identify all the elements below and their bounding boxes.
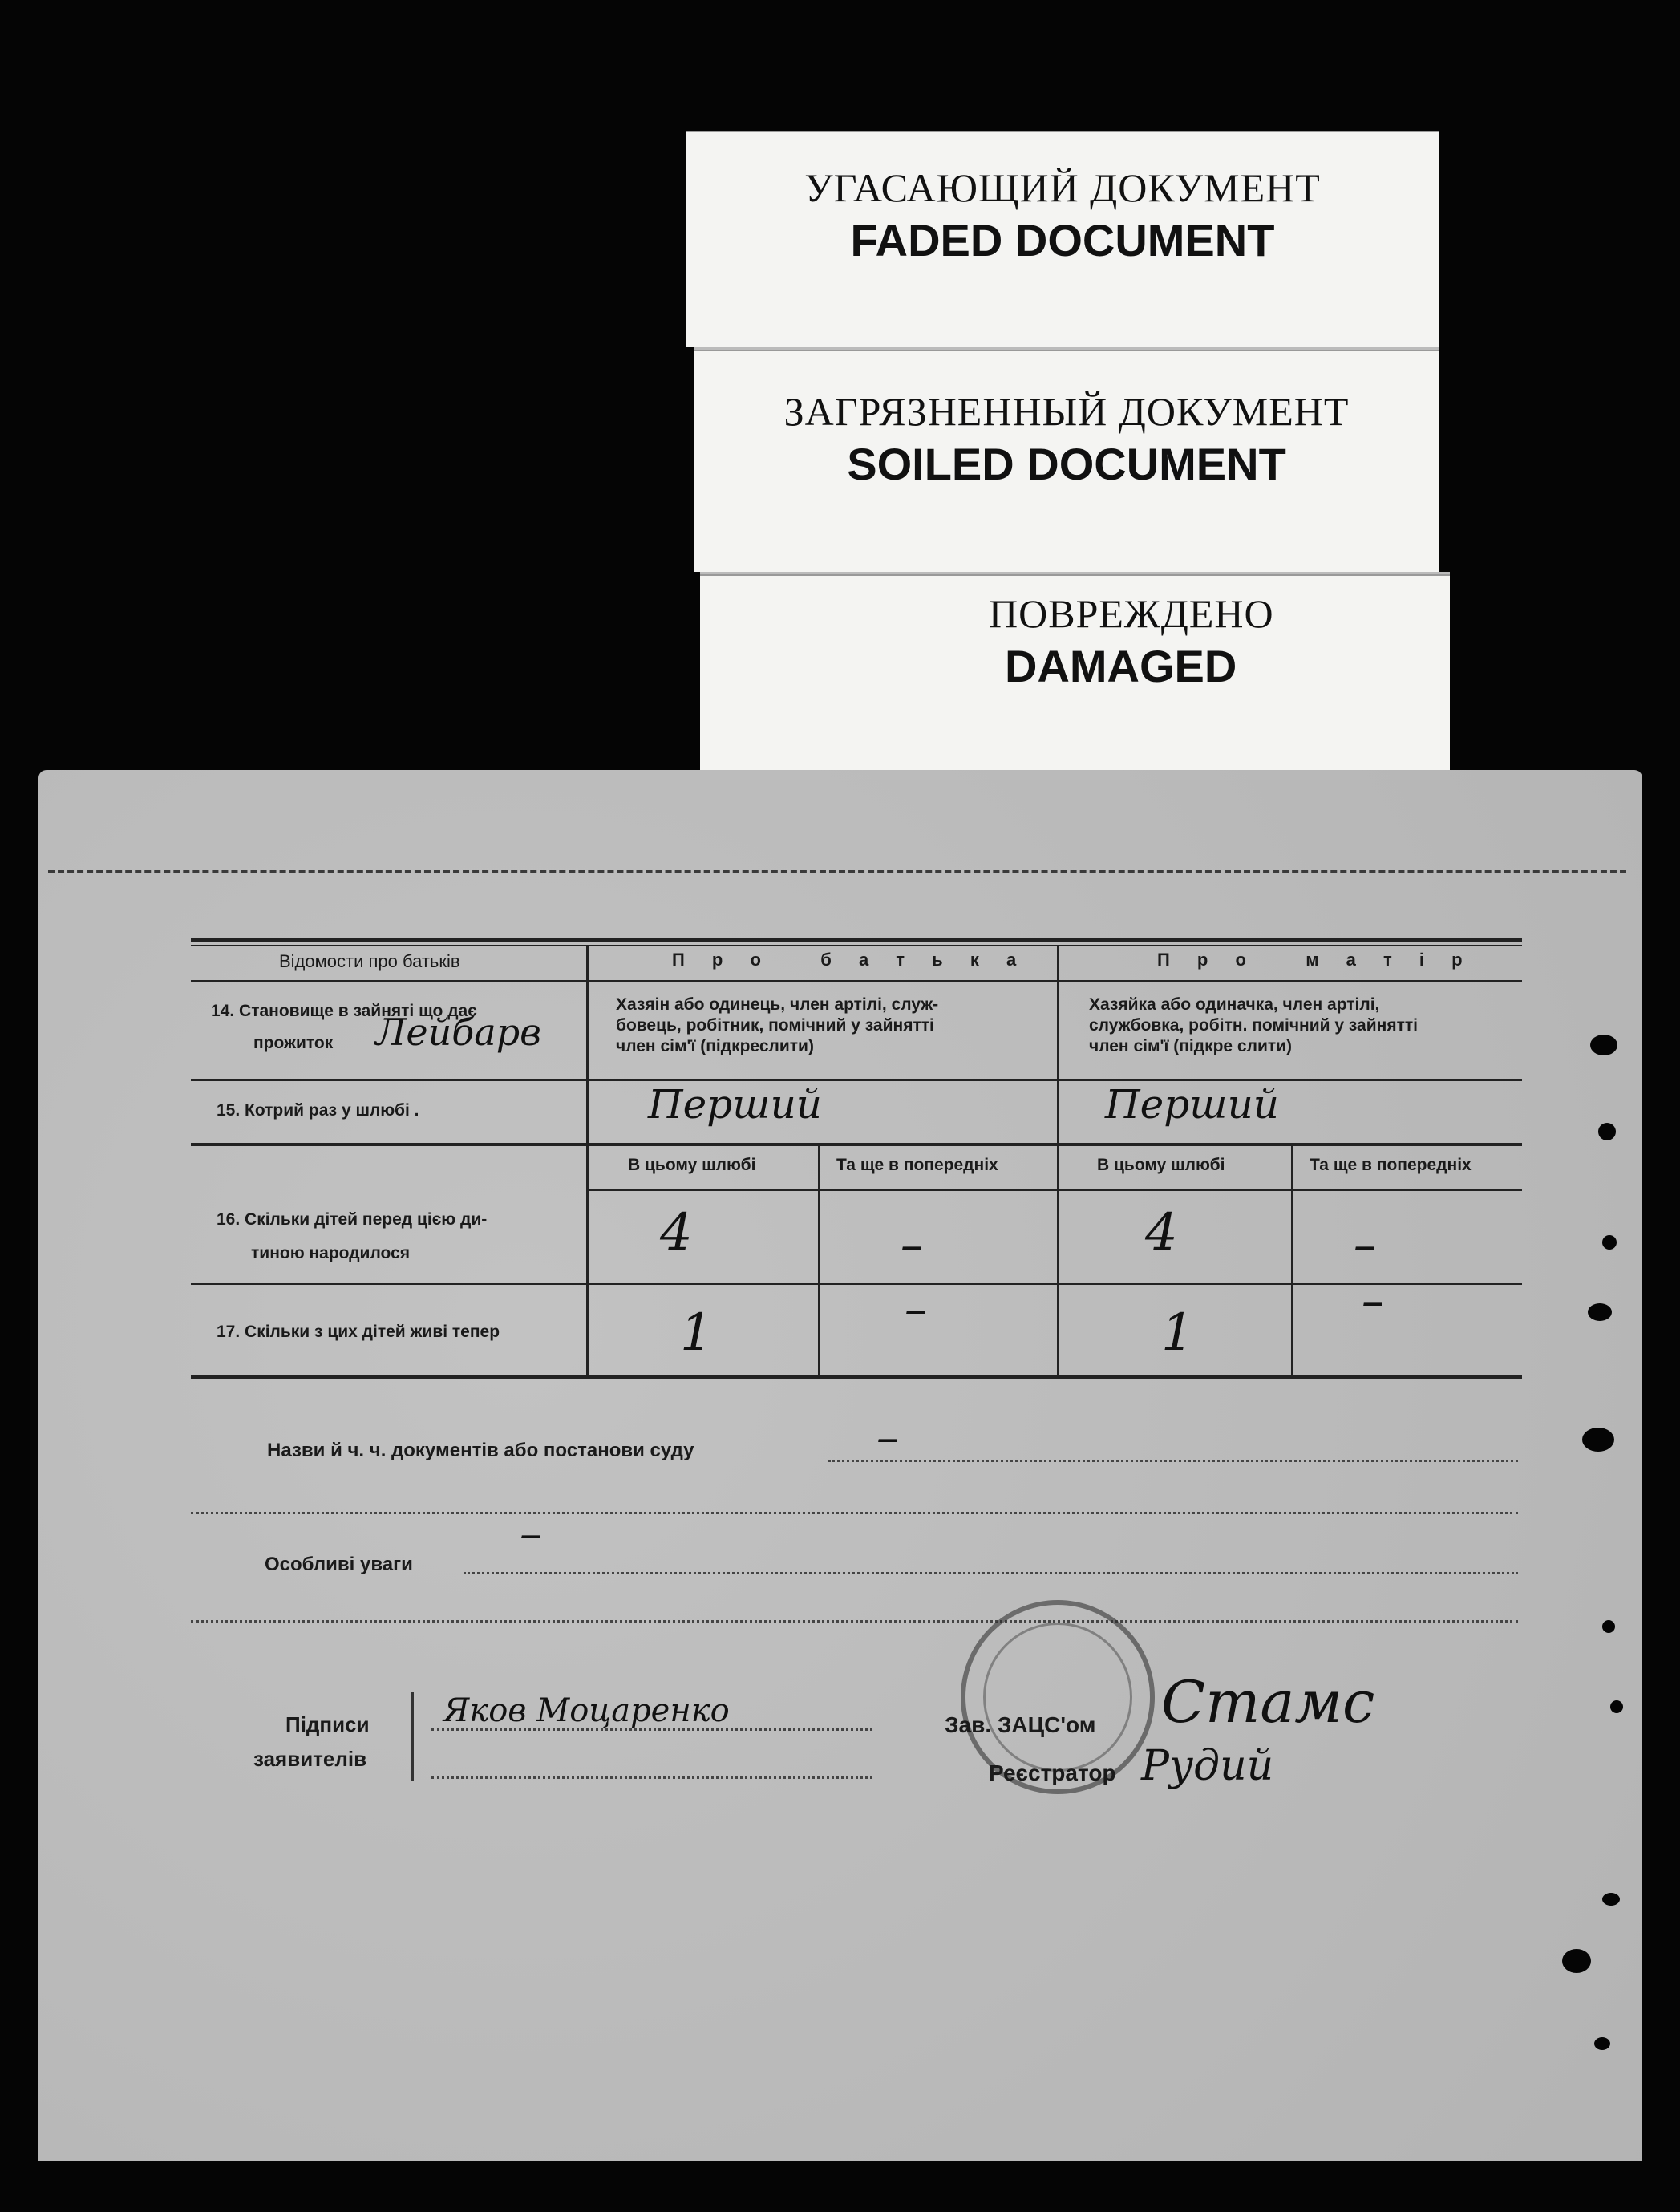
binding-hole — [1602, 1893, 1620, 1906]
documents-dotted-line-2 — [191, 1512, 1518, 1514]
binding-hole — [1590, 1035, 1617, 1055]
row15-rule — [191, 1143, 1522, 1146]
row14-mother-1: Хазяйка або одиначка, член артілі, — [1089, 995, 1380, 1014]
registrar-label: Реєстратор — [989, 1760, 1116, 1785]
sub-father-this: В цьому шлюбі — [628, 1156, 756, 1174]
sub-father-prev: Та ще в попередніх — [836, 1156, 998, 1174]
faded-document-label — [686, 131, 1439, 347]
row14-father-2: бовець, робітник, помічний у зайнятті — [616, 1016, 934, 1035]
row15-mother-hand: Перший — [1105, 1081, 1279, 1128]
applicant-dotted-line-2 — [431, 1776, 872, 1779]
notes-label: Особливі уваги — [265, 1554, 413, 1575]
notes-value: – — [520, 1508, 542, 1560]
row14-mother-3: член сім'ї (підкре слити) — [1089, 1037, 1293, 1055]
binding-hole — [1594, 2037, 1610, 2050]
sub-mother-this: В цьому шлюбі — [1097, 1156, 1225, 1174]
head-signature: Стамс — [1161, 1668, 1375, 1736]
binding-hole — [1562, 1949, 1591, 1973]
row17-label: 17. Скільки з цих дітей живі тепер — [217, 1323, 500, 1341]
binding-hole — [1602, 1235, 1617, 1250]
row14-label-1: 14. Становище в зайняті що дає — [211, 1002, 477, 1020]
row14-father-1: Хазяін або одинець, член артілі, служ- — [616, 995, 939, 1014]
row16-label-2: тиною народилося — [251, 1244, 411, 1262]
damaged-label-en: DAMAGED — [1005, 641, 1237, 691]
row16-father-prev: – — [901, 1219, 923, 1271]
header-mother: П р о м а т і р — [1157, 950, 1474, 970]
registrar-signature: Рудий — [1141, 1742, 1274, 1790]
applicant-signature: Яков Моцаренко — [443, 1692, 730, 1729]
damaged-document-label — [700, 572, 1450, 772]
row17-father-this: 1 — [680, 1303, 713, 1363]
col-divider-2 — [1057, 945, 1059, 1378]
tear-off-dashed-line — [48, 870, 1626, 873]
head-label: Зав. ЗАЦС'ом — [945, 1712, 1096, 1737]
notes-dotted-line-2 — [191, 1620, 1518, 1623]
binding-hole — [1582, 1428, 1614, 1452]
binding-hole — [1602, 1620, 1615, 1633]
signatures-label-2: заявителів — [253, 1747, 367, 1771]
row14-rule — [191, 1079, 1522, 1081]
notes-dotted-line — [464, 1572, 1518, 1574]
subheader-rule — [588, 1189, 1522, 1191]
row14-father-3: член сім'ї (підкреслити) — [616, 1037, 814, 1055]
binding-hole — [1588, 1303, 1612, 1321]
row15-label: 15. Котрий раз у шлюбі . — [217, 1101, 419, 1120]
faded-label-ru: УГАСАЮЩИЙ ДОКУМЕНТ — [804, 165, 1321, 210]
table-top-rule — [191, 938, 1522, 942]
signatures-brace — [411, 1692, 414, 1781]
row16-mother-prev: – — [1354, 1219, 1376, 1271]
row14-handwritten: Лейбарв — [375, 1011, 541, 1054]
sub-mother-prev: Та ще в попередніх — [1310, 1156, 1472, 1174]
row15-father-hand: Перший — [648, 1081, 822, 1128]
table-bottom-rule — [191, 1375, 1522, 1379]
row16-rule — [191, 1283, 1522, 1285]
soiled-label-en: SOILED DOCUMENT — [847, 439, 1286, 489]
table-top-rule-2 — [191, 945, 1522, 946]
row17-mother-prev: – — [1362, 1275, 1384, 1327]
row14-mother-2: службовка, робітн. помічний у зайнятті — [1089, 1016, 1418, 1035]
registration-form-sheet — [38, 770, 1642, 2161]
row14-label-2: прожиток — [253, 1034, 334, 1052]
col-divider-4 — [1291, 1143, 1293, 1378]
table-header-rule — [191, 980, 1522, 982]
binding-hole — [1598, 1123, 1616, 1140]
signatures-label-1: Підписи — [285, 1712, 370, 1736]
soiled-label-ru: ЗАГРЯЗНЕННЫЙ ДОКУМЕНТ — [783, 389, 1350, 434]
damaged-label-ru: ПОВРЕЖДЕНО — [989, 591, 1274, 636]
col-divider-3 — [818, 1143, 820, 1378]
row17-father-prev: – — [905, 1283, 927, 1335]
applicant-dotted-line — [431, 1728, 872, 1731]
documents-value: – — [876, 1412, 899, 1464]
documents-dotted-line — [828, 1460, 1518, 1462]
header-father: П р о б а т ь к а — [672, 950, 1028, 970]
header-info: Відомости про батьків — [279, 951, 460, 971]
soiled-document-label — [694, 347, 1439, 572]
row16-father-this: 4 — [660, 1203, 693, 1262]
faded-label-en: FADED DOCUMENT — [850, 215, 1275, 265]
col-divider-1 — [586, 945, 589, 1378]
row17-mother-this: 1 — [1161, 1303, 1194, 1363]
row16-label-1: 16. Скільки дітей перед цією ди- — [217, 1210, 488, 1229]
binding-hole — [1610, 1700, 1623, 1713]
row16-mother-this: 4 — [1145, 1203, 1178, 1262]
documents-label: Назви й ч. ч. документів або постанови суду — [267, 1440, 694, 1461]
